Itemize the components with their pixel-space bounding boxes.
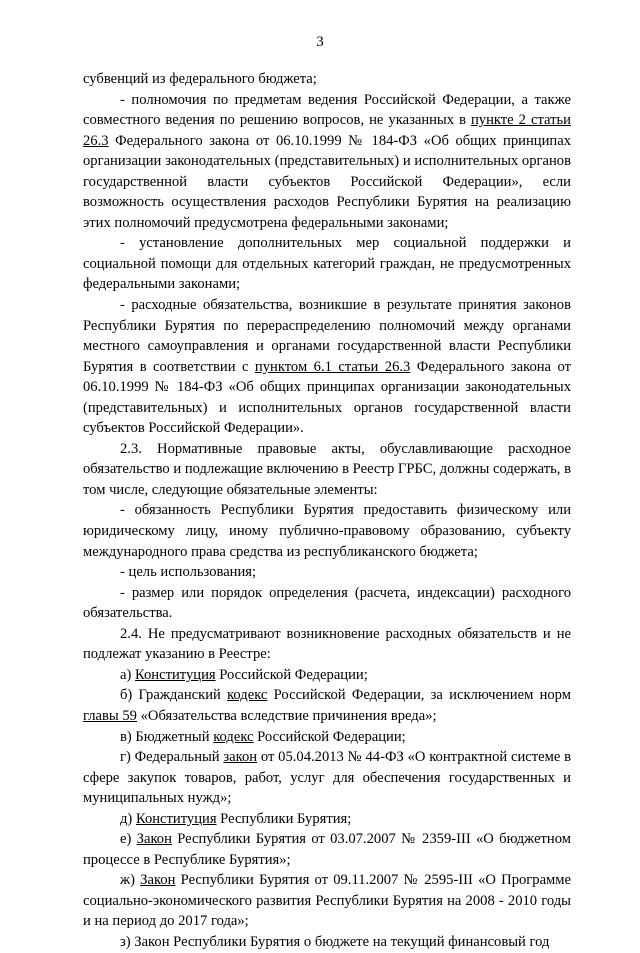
paragraph xyxy=(83,583,571,624)
legal-reference-link[interactable]: кодекс xyxy=(227,687,268,704)
paragraph xyxy=(83,665,571,686)
legal-reference-link[interactable]: кодекс xyxy=(213,728,254,745)
paragraph-text: ж) xyxy=(120,872,141,889)
paragraph-text: - расходные обязательства, возникшие в результате принятия законов Республики Бурятия по перераспределению полномочий между органами местного самоуправления и органами государственной власти Республики Бурятия в соответствии с xyxy=(83,297,571,375)
paragraph-text: а) xyxy=(120,666,135,683)
paragraph-text: Российской Федерации; xyxy=(215,666,368,683)
page-number: 3 xyxy=(316,34,324,50)
paragraph-text: - обязанность Республики Бурятия предоставить физическому или юридическому лицу, иному публично-правовому образованию, субъекту международного права средства из республиканского бюджета; xyxy=(83,502,571,560)
paragraph-text: е) xyxy=(120,831,137,848)
legal-reference-link[interactable]: Конституция xyxy=(135,666,216,683)
paragraph-text: - установление дополнительных мер социальной поддержки и социальной помощи для отдельных категорий граждан, не предусмотренных федеральными законами; xyxy=(83,235,571,293)
paragraph xyxy=(83,295,571,439)
paragraph-text: 2.3. Нормативные правовые акты, обуславливающие расходное обязательство и подлежащие включению в Реестр ГРБС, должны содержать, в том числе, следующие обязательные элементы: xyxy=(83,440,571,498)
paragraph-text: Российской Федерации, за исключением норм xyxy=(267,687,571,704)
paragraph-text: д) xyxy=(120,810,136,827)
legal-reference-link[interactable]: Конституция xyxy=(135,810,217,827)
paragraph-text: Республики Бурятия от 09.11.2007 № 2595-III «О Программе социально-экономического развития Республики Бурятия на 2008 - 2010 годы и на период до 2017 года»; xyxy=(83,872,572,930)
paragraph-text: субвенций из федерального бюджета; xyxy=(83,71,317,87)
paragraph xyxy=(83,727,571,748)
paragraph-text: в) Бюджетный xyxy=(120,728,214,745)
paragraph-text: «Обязательства вследствие причинения вреда»; xyxy=(136,707,437,724)
paragraph xyxy=(83,233,571,295)
paragraph-text: от 05.04.2013 № 44-ФЗ «О контрактной системе в сфере закупок товаров, работ, услуг для обеспечения государственных и муниципальных нужд»; xyxy=(83,749,571,807)
paragraph-text: - полномочия по предметам ведения Российской Федерации, а также совместного ведения по решению вопросов, не указанных в xyxy=(83,91,571,129)
legal-reference-link[interactable]: пункте 2 статьи 26.3 xyxy=(83,112,571,149)
paragraph-text: - размер или порядок определения (расчета, индексации) расходного обязательства. xyxy=(83,584,571,622)
paragraph-text: Республики Бурятия; xyxy=(216,810,352,827)
paragraph-text: г) Федеральный xyxy=(120,749,224,766)
paragraph-text: Федерального закона от 06.10.1999 № 184-ФЗ «Об общих принципах организации законодательных (представительных) и исполнительных органов государственной власти субъектов Российской Федерации». xyxy=(83,358,571,437)
paragraph xyxy=(83,809,571,830)
paragraph-text: Федерального закона от 06.10.1999 № 184-ФЗ «Об общих принципах организации законодательных (представительных) и исполнительных органов государственной власти субъектов Российской Федерации», если возможность осуществления расходов Республики Бурятия на реализацию этих полномочий предусмотрена федеральными законами; xyxy=(83,132,571,231)
paragraph-text: Республики Бурятия от 03.07.2007 № 2359-III «О бюджетном процессе в Республике Бурятия»; xyxy=(83,831,571,868)
paragraph xyxy=(83,829,571,870)
paragraph xyxy=(83,562,571,583)
paragraph xyxy=(83,932,571,953)
paragraph-text: Российской Федерации; xyxy=(253,728,406,745)
paragraph-text: - цель использования; xyxy=(120,564,257,581)
legal-reference-link[interactable]: главы 59 xyxy=(83,707,137,724)
legal-reference-link[interactable]: пунктом 6.1 статьи 26.3 xyxy=(254,358,411,375)
paragraph-text: з) Закон Республики Бурятия о бюджете на текущий финансовый год xyxy=(120,933,550,950)
paragraph xyxy=(83,69,571,90)
paragraph xyxy=(83,624,571,665)
legal-reference-link[interactable]: закон xyxy=(223,749,258,766)
paragraph xyxy=(83,685,571,726)
legal-reference-link[interactable]: Закон xyxy=(136,831,172,848)
paragraph-text: б) Гражданский xyxy=(120,687,228,704)
legal-reference-link[interactable]: Закон xyxy=(140,872,176,889)
paragraph-text: 2.4. Не предусматривают возникновение расходных обязательств и не подлежат указанию в Реестре: xyxy=(83,625,571,663)
paragraph xyxy=(83,90,571,234)
paragraph xyxy=(83,747,571,809)
paragraph xyxy=(83,500,571,562)
paragraph xyxy=(83,870,571,932)
paragraph xyxy=(83,439,571,501)
document-body xyxy=(83,69,571,953)
